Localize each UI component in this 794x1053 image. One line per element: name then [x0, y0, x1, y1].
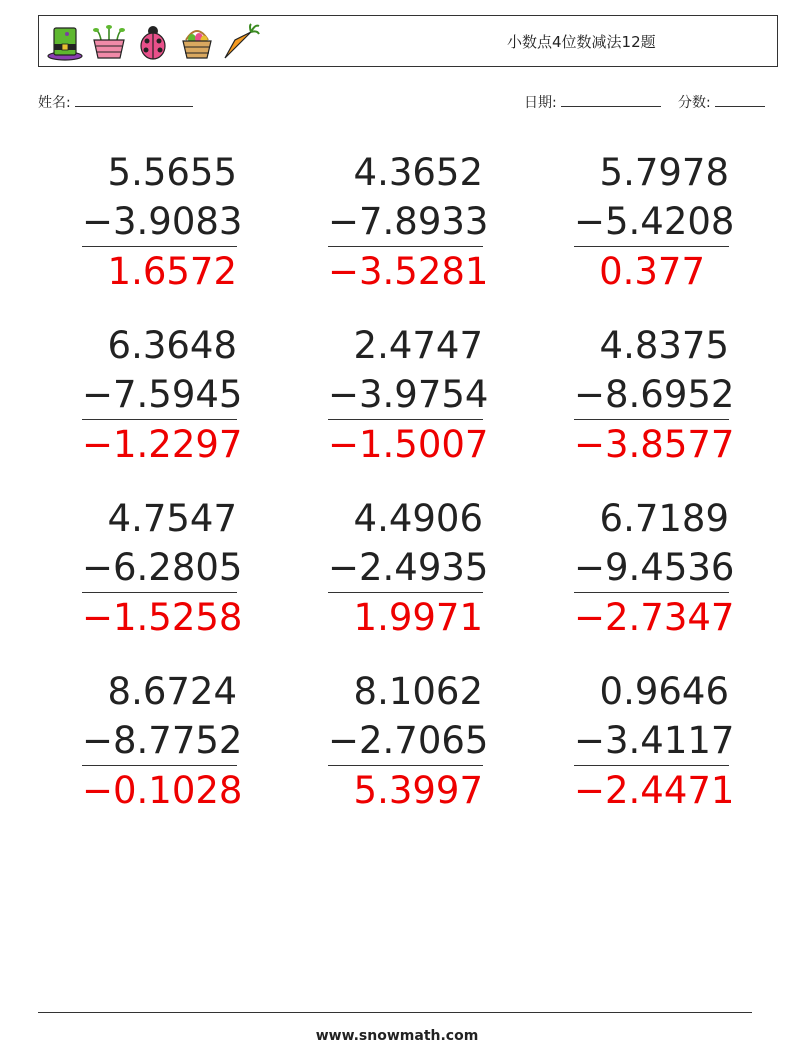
minuend: 0.9646: [599, 670, 729, 713]
minuend: 4.3652: [353, 151, 483, 194]
answer: 5.3997: [353, 769, 483, 812]
problem-7: [82, 494, 243, 642]
subtrahend: −3.9083: [82, 200, 243, 243]
subtrahend: −2.7065: [328, 719, 489, 762]
minuend: 5.5655: [107, 151, 237, 194]
carrot-icon: [221, 22, 261, 62]
subtrahend: −7.8933: [328, 200, 489, 243]
answer: −2.7347: [574, 596, 735, 639]
answer: −3.5281: [328, 250, 489, 293]
date-blank[interactable]: [561, 92, 661, 107]
header-icons: [45, 22, 261, 62]
subtrahend: −2.4935: [328, 546, 489, 589]
page-title: 小数点4位数减法12题: [507, 33, 656, 51]
minuend: 4.4906: [353, 497, 483, 540]
subtrahend: −7.5945: [82, 373, 243, 416]
answer: −1.5007: [328, 423, 489, 466]
problem-10: [82, 667, 243, 815]
problem-9: [574, 494, 735, 642]
answer: −0.1028: [82, 769, 243, 812]
problem-12: [574, 667, 735, 815]
minuend: 6.7189: [599, 497, 729, 540]
score-blank[interactable]: [715, 92, 765, 107]
problem-6: [574, 321, 735, 469]
problem-11: [328, 667, 489, 815]
answer: 0.377: [599, 250, 705, 293]
subtrahend: −5.4208: [574, 200, 735, 243]
date-label: 日期:: [524, 95, 557, 111]
subtrahend: −3.4117: [574, 719, 735, 762]
answer: −1.2297: [82, 423, 243, 466]
subtrahend: −6.2805: [82, 546, 243, 589]
minuend: 4.8375: [599, 324, 729, 367]
hat-icon: [45, 22, 85, 62]
name-field: [38, 92, 193, 112]
problem-8: [328, 494, 489, 642]
footer-divider: [38, 1012, 752, 1013]
minuend: 8.1062: [353, 670, 483, 713]
answer: −1.5258: [82, 596, 243, 639]
answer: −2.4471: [574, 769, 735, 812]
answer: −3.8577: [574, 423, 735, 466]
answer: 1.6572: [107, 250, 237, 293]
problem-5: [328, 321, 489, 469]
problem-1: [82, 148, 243, 296]
easter-basket-icon: [177, 22, 217, 62]
name-blank[interactable]: [75, 92, 193, 107]
subtrahend: −8.7752: [82, 719, 243, 762]
score-label: 分数:: [678, 95, 711, 111]
subtrahend: −3.9754: [328, 373, 489, 416]
subtrahend: −8.6952: [574, 373, 735, 416]
problem-3: [574, 148, 735, 296]
minuend: 4.7547: [107, 497, 237, 540]
minuend: 5.7978: [599, 151, 729, 194]
subtrahend: −9.4536: [574, 546, 735, 589]
footer-site[interactable]: www.snowmath.com: [315, 1028, 479, 1044]
problem-2: [328, 148, 489, 296]
problem-4: [82, 321, 243, 469]
score-field: [678, 92, 765, 112]
minuend: 2.4747: [353, 324, 483, 367]
header-box: [38, 15, 778, 67]
ladybug-icon: [133, 22, 173, 62]
answer: 1.9971: [353, 596, 483, 639]
date-field: [524, 92, 661, 112]
minuend: 6.3648: [107, 324, 237, 367]
sprout-pot-icon: [89, 22, 129, 62]
minuend: 8.6724: [107, 670, 237, 713]
name-label: 姓名:: [38, 95, 71, 111]
